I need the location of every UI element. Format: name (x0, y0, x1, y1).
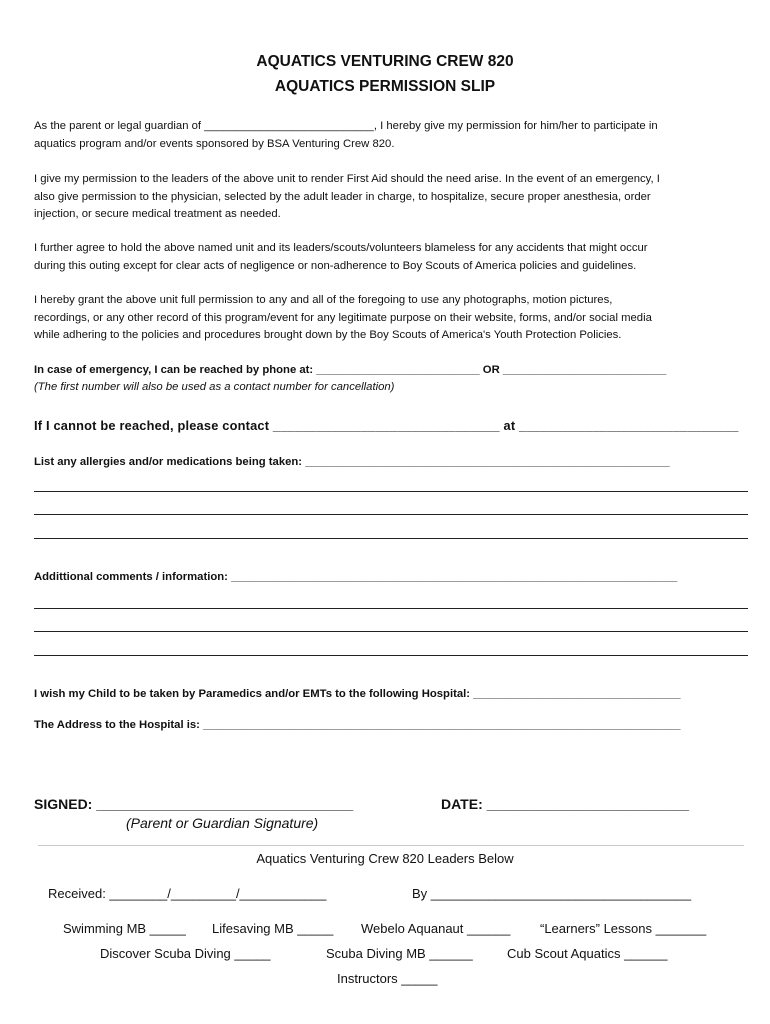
paragraph-line: injection, or secure medical treatment as needed. (34, 208, 281, 220)
allergies-line[interactable] (34, 491, 748, 492)
paragraph-line: As the parent or legal guardian of ___________________________, I hereby give my permission for him/her to participate in (34, 120, 658, 132)
allergies-line[interactable] (34, 538, 748, 539)
webelo-aquanaut-field[interactable]: Webelo Aquanaut ______ (361, 921, 511, 936)
signature-sublabel: (Parent or Guardian Signature) (126, 815, 319, 831)
comments-field[interactable]: Addittional comments / information: _______________________________________________________________________ (34, 571, 678, 583)
leaders-heading: Aquatics Venturing Crew 820 Leaders Below (256, 851, 514, 866)
signature-field[interactable]: SIGNED: _________________________________ (34, 796, 354, 812)
allergies-line[interactable] (34, 514, 748, 515)
swimming-mb-field[interactable]: Swimming MB _____ (63, 921, 186, 936)
paragraph-line: I further agree to hold the above named unit and its leaders/scouts/volunteers blameless for any accidents that might occur (34, 242, 648, 254)
instructors-field[interactable]: Instructors _____ (337, 971, 438, 986)
form-title-line2: AQUATICS PERMISSION SLIP (274, 78, 496, 95)
paragraph-line: while adhering to the policies and procedures brought down by the Boy Scouts of America's Youth Protection Policies. (34, 329, 622, 341)
learners-lessons-field[interactable]: “Learners” Lessons _______ (540, 921, 707, 936)
emergency-phone-note: (The first number will also be used as a contact number for cancellation) (34, 381, 395, 393)
hospital-field[interactable]: I wish my Child to be taken by Paramedics and/or EMTs to the following Hospital: _________________________________ (34, 688, 681, 700)
comments-line[interactable] (34, 655, 748, 656)
received-by-field[interactable]: By ____________________________________ (412, 886, 692, 901)
alternate-contact-field[interactable]: If I cannot be reached, please contact _______________________________ at ______________________________ (34, 418, 739, 433)
first-aid-paragraph (34, 171, 740, 224)
paragraph-line: I hereby grant the above unit full permission to any and all of the foregoing to use any photographs, motion pictures, (34, 294, 613, 306)
comments-line[interactable] (34, 608, 748, 609)
comments-line[interactable] (34, 631, 748, 632)
scuba-diving-mb-field[interactable]: Scuba Diving MB ______ (326, 946, 473, 961)
section-divider (38, 845, 744, 846)
emergency-phone-field[interactable]: In case of emergency, I can be reached by phone at: __________________________ OR __________________________ (34, 364, 667, 376)
lifesaving-mb-field[interactable]: Lifesaving MB _____ (212, 921, 334, 936)
paragraph-line: recordings, or any other record of this program/event for any legitimate purpose on their website, forms, and/or social media (34, 311, 652, 324)
allergies-field[interactable]: List any allergies and/or medications being taken: __________________________________________________________ (34, 456, 670, 468)
paragraph-line: aquatics program and/or events sponsored by BSA Venturing Crew 820. (34, 137, 395, 150)
liability-paragraph (34, 240, 740, 275)
received-field[interactable]: Received: ________/_________/____________ (48, 886, 327, 901)
date-field[interactable]: DATE: __________________________ (441, 796, 690, 812)
cub-scout-aquatics-field[interactable]: Cub Scout Aquatics ______ (507, 946, 668, 961)
paragraph-line: I give my permission to the leaders of the above unit to render First Aid should the need arise. In the event of an emergency, I (34, 173, 660, 185)
paragraph-line: also give permission to the physician, selected by the adult leader in charge, to hospitalize, secure proper anesthesia, order (34, 190, 651, 203)
hospital-address-field[interactable]: The Address to the Hospital is: ____________________________________________________________________________ (34, 719, 681, 731)
form-title-line1: AQUATICS VENTURING CREW 820 (256, 53, 514, 70)
paragraph-line: during this outing except for clear acts of negligence or non-adherence to Boy Scouts of America policies and guidelines. (34, 259, 637, 272)
media-release-paragraph (34, 292, 740, 345)
discover-scuba-field[interactable]: Discover Scuba Diving _____ (100, 946, 271, 961)
guardian-paragraph (34, 118, 740, 153)
